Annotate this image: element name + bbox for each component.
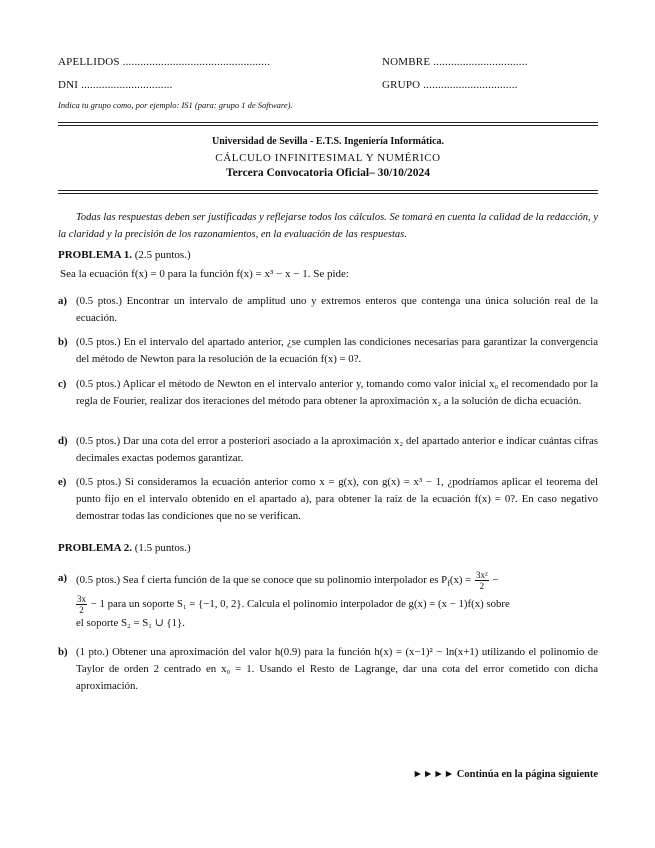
item-label: a) (58, 572, 67, 584)
title-rule (58, 190, 598, 191)
item-text: (1 pto.) Obtener una aproximación del valor h(0.9) para la función h(x) = (x−1)² − ln(x+1) utilizando el polinomio de Taylor de orden 2 centrado en x₀ = 1. Usando el Resto de Lagrange, dar una cota del error cometido con dicha aproximación. (76, 646, 598, 692)
item-a-line-3: el soporte S₂ = S₁ ∪ {1}. (76, 617, 185, 630)
item-label: e) (58, 476, 67, 488)
problem-1-statement: Sea la ecuación f(x) = 0 para la función f(x) = x³ − x − 1. Se pide: (60, 268, 349, 280)
problem-1-label: PROBLEMA 1. (58, 249, 132, 261)
item-a-line-2 (76, 594, 598, 615)
item-a-line-1 (76, 570, 598, 592)
continue-note: ►►►► Continúa en la página siguiente (412, 769, 598, 780)
course-title: CÁLCULO INFINITESIMAL Y NUMÉRICO (215, 152, 441, 164)
fraction-denominator: 2 (479, 581, 485, 591)
dni-field[interactable]: DNI ............................... (58, 79, 173, 91)
problem-2-points: (1.5 puntos.) (134, 542, 191, 554)
grupo-field[interactable]: GRUPO ................................ (382, 79, 518, 91)
apellidos-field[interactable]: APELLIDOS .................................................. (58, 56, 271, 68)
item-text: (0.5 ptos.) Si consideramos la ecuación anterior como x = g(x), con g(x) = x³ − 1, ¿podríamos aplicar el teorema del punto fijo en el intervalo obtenido en el apartado a), para obtener la raíz de la ecuación f(x) = 0?. En caso negativo demostrar todas las condiciones que no se verifican. (76, 476, 598, 522)
item-a-eq: (x) = (449, 573, 472, 586)
item-text: (0.5 ptos.) Dar una cota del error a posteriori asociado a la aproximación x₂ del apartado anterior e indicar cuántas cifras decimales exactas podemos garantizar. (76, 435, 598, 464)
item-a-minus: − (492, 573, 499, 586)
fraction-3x2-over-2 (475, 570, 489, 591)
group-hint: Indica tu grupo como, por ejemplo: IS1 (para: grupo 1 de Software). (58, 100, 293, 110)
item-a-text-1: (0.5 ptos.) Sea f cierta función de la que se conoce que su polinomio interpolador es P (76, 573, 448, 586)
fraction-3x-over-2 (76, 594, 87, 615)
fraction-numerator: 3x (77, 594, 86, 605)
item-text (76, 570, 598, 631)
item-text: (0.5 ptos.) Aplicar el método de Newton en el intervalo anterior y, tomando como valor inicial x₀ el recomendado por la regla de Fourier, realizar dos iteraciones del método para obtener la aproximación x₂ a la solución de dicha ecuación. (76, 378, 598, 407)
item-label: d) (58, 435, 68, 447)
problem-2-label: PROBLEMA 2. (58, 542, 132, 554)
instructions: Todas las respuestas deben ser justificadas y reflejarse todos los cálculos. Se tomará en cuenta la calidad de la redacción, y la claridad y la precisión de los razonamientos, en la evaluación de las respuestas. (58, 212, 598, 240)
fraction-numerator: 3x² (475, 570, 488, 580)
fraction-denominator: 2 (79, 605, 84, 616)
item-a-subscript: f (447, 579, 450, 589)
exam-title: Tercera Convocatoria Oficial– 30/10/2024 (225, 167, 431, 179)
problem-2-title (58, 542, 191, 554)
nombre-field[interactable]: NOMBRE ................................ (382, 56, 528, 68)
title-rule-2 (58, 193, 598, 194)
item-a-text-2: − 1 para un soporte S₁ = {−1, 0, 2}. Calcula el polinomio interpolador de g(x) = (x − 1)f(x) sobre (90, 598, 510, 611)
item-label: b) (58, 336, 68, 348)
problem-1-points: (2.5 puntos.) (134, 249, 191, 261)
item-label: b) (58, 646, 68, 658)
item-text: (0.5 ptos.) Encontrar un intervalo de amplitud uno y extremos enteros que contenga una única solución real de la ecuación. (76, 295, 598, 324)
item-label: a) (58, 295, 67, 307)
problem-1-title (58, 249, 191, 261)
top-rule-2 (58, 125, 598, 126)
university-name: Universidad de Sevilla - E.T.S. Ingeniería Informática. (211, 136, 445, 147)
item-label: c) (58, 378, 67, 390)
item-text: (0.5 ptos.) En el intervalo del apartado anterior, ¿se cumplen las condiciones necesarias para garantizar la convergencia del método de Newton para la resolución de la ecuación f(x) = 0?. (76, 336, 598, 365)
top-rule (58, 122, 598, 123)
